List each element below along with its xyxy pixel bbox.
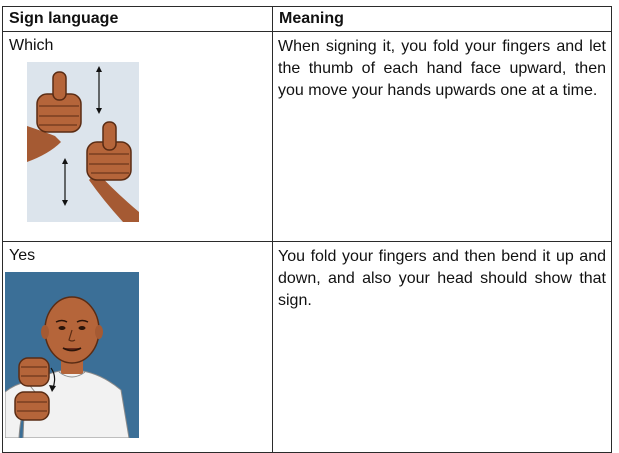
- sign-language-table: [2, 6, 612, 453]
- meaning-cell-which: [273, 32, 612, 242]
- man-signing-yes-illustration: [5, 272, 139, 438]
- table-row: [3, 242, 612, 453]
- table-row: [3, 32, 612, 242]
- meaning-text: You fold your fingers and then bend it up and down, and also your head should show that sign.: [278, 248, 606, 309]
- header-meaning: Meaning: [273, 7, 612, 32]
- sign-cell-yes: [3, 242, 273, 453]
- meaning-cell-yes: [273, 242, 612, 453]
- sign-name: Which: [9, 37, 54, 54]
- sign-name: Yes: [9, 247, 36, 264]
- two-thumbs-up-hands-illustration: [27, 62, 139, 222]
- table-header-row: [3, 7, 612, 32]
- sign-cell-which: [3, 32, 273, 242]
- meaning-text: When signing it, you fold your fingers and let the thumb of each hand face upward, then you move your hands upwards one at a time.: [278, 38, 606, 99]
- header-sign-language: Sign language: [3, 7, 273, 32]
